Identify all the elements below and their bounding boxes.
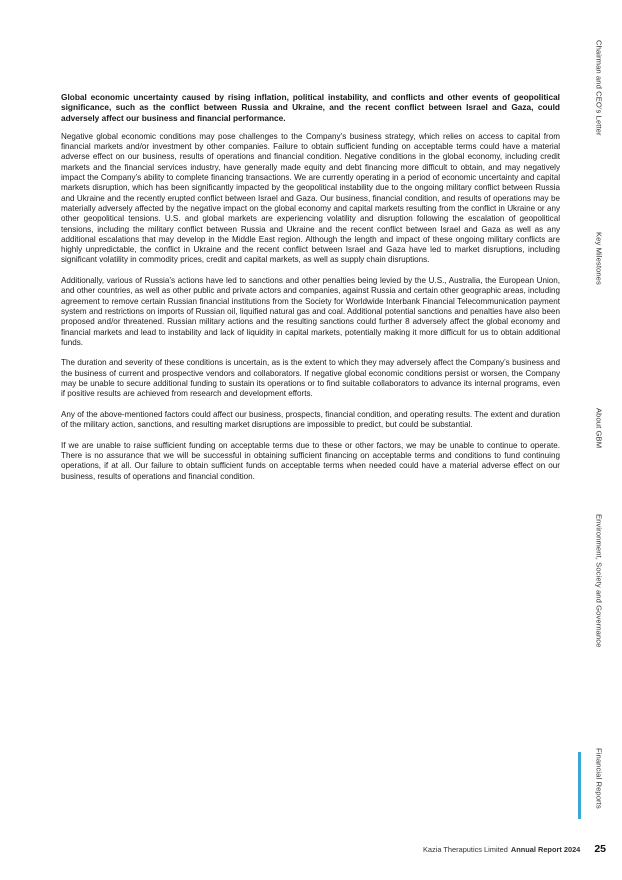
footer-report-title: Annual Report 2024 xyxy=(510,845,581,854)
side-tab-key-milestones[interactable]: Key Milestones xyxy=(594,232,604,285)
main-content xyxy=(61,92,560,492)
paragraph-1: Negative global economic conditions may pose challenges to the Company’s business strategy, which relies on access to capital from financial markets and/or investment by other companies. Failure to obtain sufficient funding on acceptable terms could have a material adverse effect on our business, results of operations and financial condition. Negative conditions in the global economy, including credit markets and the financial services industry, have generally made equity and debt financing more difficult to obtain, and may negatively impact the Company’s ability to complete financing transactions. We are currently operating in a period of economic uncertainty and capital markets disruption, which has been significantly impacted by the geopolitical instability due to the ongoing military conflict between Russia and Ukraine and the recently erupted conflict between Israel and Gaza. Our business, financial condition, and results of operations may be materially adversely affected by the negative impact on the global economy and capital markets resulting from the conflict in Ukraine or any other geopolitical tensions. U.S. and global markets are experiencing volatility and disruption following the escalation of geopolitical tensions, including the military conflict between Russia and Ukraine and the recent conflict between Israel and Gaza as well as any additional escalations that may develop in the Middle East region. Although the length and impact of these ongoing military conflicts are highly unpredictable, the conflict in Ukraine and the recent conflict between Israel and Gaza have led to market disruptions, including significant volatility in commodity prices, credit and capital markets, as well as supply chain disruptions. xyxy=(61,131,560,265)
paragraph-4: Any of the above-mentioned factors could affect our business, prospects, financial condition, and operating results. The extent and duration of the military action, sanctions, and resulting market disruptions are impossible to predict, but could be substantial. xyxy=(61,409,560,430)
section-heading: Global economic uncertainty caused by rising inflation, political instability, and conflicts and other events of geopolitical significance, such as the conflict between Russia and Ukraine, and the recent conflict between Israel and Gaza, could adversely affect our business and financial performance. xyxy=(61,92,560,123)
side-tab-esg[interactable]: Environment, Society and Governance xyxy=(594,514,604,648)
side-tab-financial-reports[interactable]: Financial Reports xyxy=(594,748,604,809)
active-tab-indicator xyxy=(578,752,581,819)
page-number: 25 xyxy=(594,843,606,855)
paragraph-3: The duration and severity of these conditions is uncertain, as is the extent to which they may adversely affect the Company’s business and the business of current and prospective vendors and collaborators. If negative global economic conditions persist or worsen, the Company may be unable to secure additional funding to sustain its operations or to find suitable collaborators to advance its internal programs, even if positive results are achieved from research and development efforts. xyxy=(61,358,560,399)
paragraph-2: Additionally, various of Russia’s actions have led to sanctions and other penalties being levied by the U.S., Australia, the European Union, and other countries, as well as other public and private actors and companies, against Russia and certain other geographic areas, including agreement to remove certain Russian financial institutions from the Society for Worldwide Interbank Financial Telecommunication payment system and restrictions on imports of Russian oil, liquified natural gas and coal. Additional potential sanctions and penalties have also been proposed and/or threatened. Russian military actions and the resulting sanctions could further 8 adversely affect the global economy and financial markets and lead to instability and lack of liquidity in capital markets, potentially making it more difficult for us to obtain additional funds. xyxy=(61,276,560,347)
paragraph-5: If we are unable to raise sufficient funding on acceptable terms due to these or other factors, we may be unable to continue to operate. There is no assurance that we will be successful in obtaining sufficient financing on acceptable terms and conditions to fund continuing operations, if at all. Our failure to obtain sufficient funds on acceptable terms when needed could have a material adverse effect on our business, results of operations and financial condition. xyxy=(61,440,560,481)
side-tab-about-gbm[interactable]: About GBM xyxy=(594,408,604,449)
page-footer xyxy=(423,843,606,855)
side-tab-chairman-letter[interactable]: Chairman and CEO’s Letter xyxy=(594,40,604,136)
footer-company: Kazia Theraputics Limited xyxy=(422,845,508,854)
